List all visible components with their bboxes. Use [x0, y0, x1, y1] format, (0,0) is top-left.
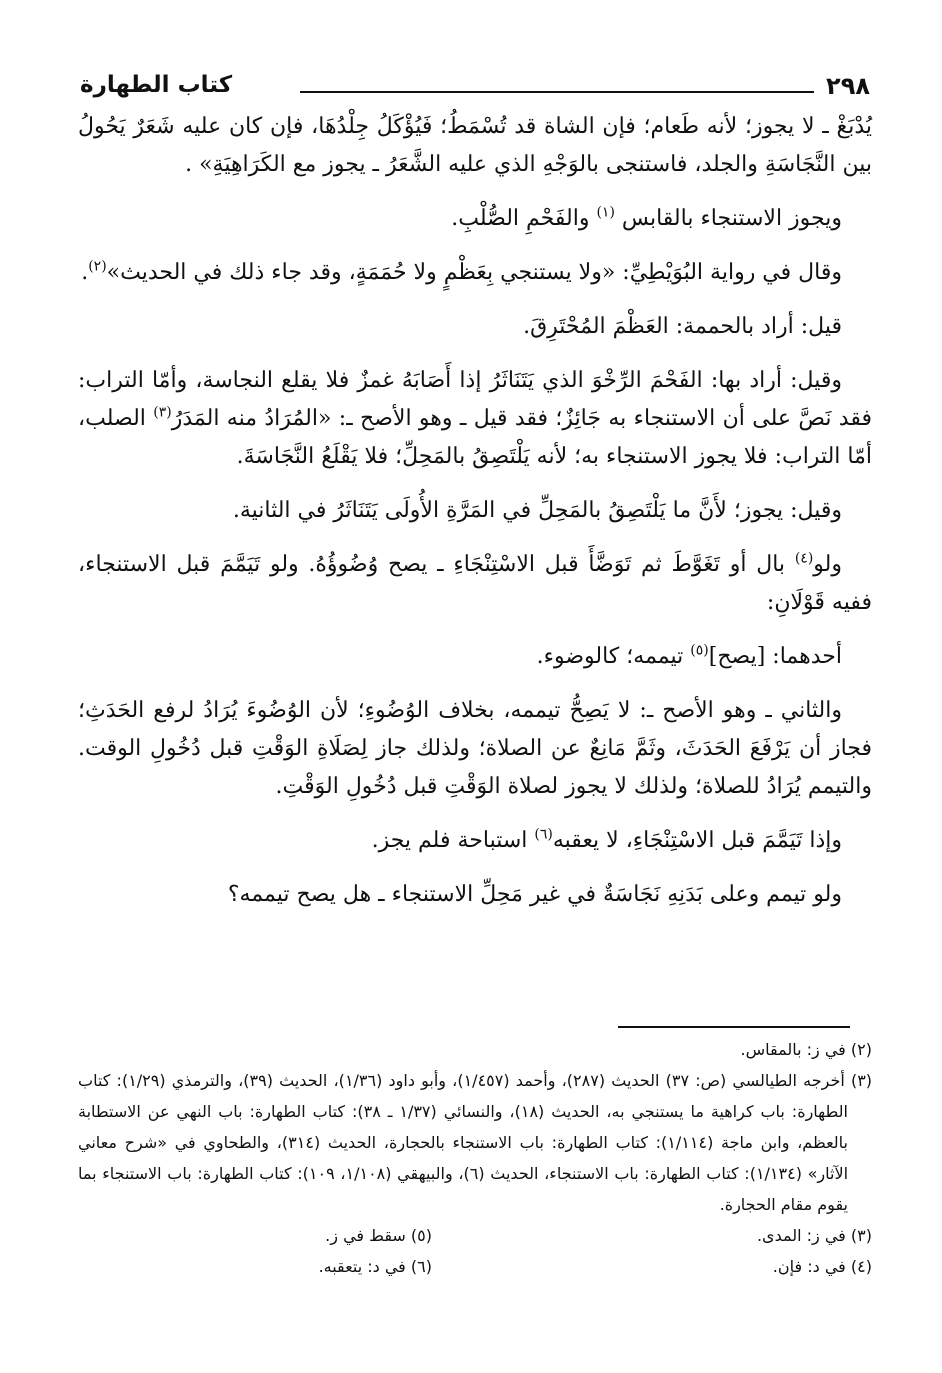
paragraph [78, 362, 872, 476]
footnote-ref[interactable]: (٣) [153, 404, 172, 421]
running-header [80, 70, 870, 106]
footnote-separator [618, 1026, 850, 1028]
paragraph [78, 308, 872, 346]
paragraph-text: . [81, 260, 89, 285]
paragraph-text: الصلب، أمّا التراب: فلا يجوز الاستنجاء به؛ لأنه يَلْتَصِقُ بالمَحِلِّ؛ فلا يَقْلَعُ النَّجَاسَةَ. [78, 406, 872, 469]
paragraph-text: والثاني ـ وهو الأصح ـ: لا يَصِحُّ تيممه، بخلاف الوُضُوءِ؛ لأن الوُضُوءَ يُرَادُ لرفع الحَدَثِ؛ فجاز أن يَرْفَعَ الحَدَثَ، وثَمَّ مَانِعٌ عن الصلاة؛ ولذلك جاز لِصَلَاةِ الوَقْتِ قبل دُخُولِ الوقت. والتيمم يُرَادُ للصلاة؛ ولذلك لا يجوز لصلاة الوَقْتِ قبل دُخُولِ الوَقْتِ. [78, 698, 872, 799]
paragraph-text: استباحة فلم يجز. [371, 828, 528, 853]
paragraph [78, 692, 872, 806]
paragraph [78, 546, 872, 622]
paragraph-text: وقال في رواية البُوَيْطِيِّ: «ولا يستنجي بِعَظْمٍ ولا حُمَمَةٍ، وقد جاء ذلك في الحديث» [106, 260, 842, 285]
paragraph-text: وإذا تَيَمَّمَ قبل الاسْتِنْجَاءِ، لا يعقبه [552, 828, 842, 853]
paragraph-text: ولو [813, 552, 842, 577]
footnote-ref[interactable]: (٤) [794, 550, 814, 567]
page-number: ٢٩٨ [826, 72, 870, 100]
paragraph-text: تيممه؛ كالوضوء. [536, 644, 684, 669]
paragraph [78, 876, 872, 914]
paragraph-text: أحدهما: [يصح] [708, 644, 842, 669]
footnote-ref[interactable]: (٦) [534, 826, 553, 843]
paragraph-text: بال أو تَغَوَّطَ ثم تَوَضَّأَ قبل الاسْتِنْجَاءِ ـ يصح وُضُوؤُهُ. ولو تَيَمَّمَ قبل الاستنجاء، ففيه قَوْلَانِ: [78, 552, 872, 615]
paragraph [78, 492, 872, 530]
footnotes [78, 1034, 872, 1282]
footnote: (٢) في ز: بالمقاس. [740, 1040, 872, 1059]
header-rule [300, 91, 814, 93]
paragraph-text: وقيل: أراد بها: الفَحْمَ الرِّخْوَ الذي يَتَنَاثَرُ إذا أَصَابَهُ غمزٌ فلا يقلع النجاسة، وأمّا التراب: فقد نَصَّ على أن الاستنجاء به جَائِزٌ؛ فقد قيل ـ وهو الأصح ـ: «المُرَادُ منه المَدَرُ [78, 368, 873, 431]
paragraph-text: ويجوز الاستنجاء بالقابس [621, 206, 842, 231]
paragraph-text: يُدْبَغْ ـ لا يجوز؛ لأنه طَعام؛ فإن الشاة قد تُسْمَطُ؛ فَيُؤْكَلُ جِلْدُهَا، فإن كان عليه شَعَرٌ يَحُولُ بين النَّجَاسَةِ والجلد، فاستنجى بالوَجْهِ الذي عليه الشَّعَرُ ـ يجوز مع الكَرَاهِيَةِ» . [78, 114, 872, 177]
paragraph-text: ولو تيمم وعلى بَدَنِهِ نَجَاسَةٌ في غير مَحِلِّ الاستنجاء ـ هل يصح تيممه؟ [227, 882, 842, 907]
main-text [78, 108, 872, 930]
paragraph [78, 200, 872, 238]
footnote-ref[interactable]: (١) [596, 204, 615, 221]
paragraph [78, 254, 872, 292]
footnote: (٦) في د: يتعقبه. [318, 1257, 432, 1276]
footnote-ref[interactable]: (٢) [88, 258, 107, 275]
footnote-row [78, 1251, 872, 1282]
footnote: (٤) في د: فإن. [772, 1257, 872, 1276]
paragraph-text: والفَحْمِ الصُّلْبِ. [451, 206, 590, 231]
footnote: (٥) سقط في ز. [325, 1226, 432, 1245]
paragraph-text: وقيل: يجوز؛ لأَنَّ ما يَلْتَصِقُ بالمَحِلِّ في المَرَّةِ الأُولَى يَتَنَاثَرُ في الثانية. [232, 498, 842, 523]
footnote: (٣) في ز: المدى. [756, 1226, 872, 1245]
footnote-row [78, 1220, 872, 1251]
footnote-ref[interactable]: (٥) [690, 642, 709, 659]
footnote: (٣) أخرجه الطيالسي (ص: ٣٧) الحديث (٢٨٧)، وأحمد (١/٤٥٧)، وأبو داود (١/٣٦)، الحديث (٣٩)، والترمذي (١/٢٩): كتاب الطهارة: باب كراهية ما يستنجي به، الحديث (١٨)، والنسائي (١/٣٧ ـ ٣٨): كتاب الطهارة: باب النهي عن الاستطابة بالعظم، وابن ماجة (١/١١٤): كتاب الطهارة: باب الاستنجاء بالحجارة، الحديث (٣١٤)، والطحاوي في «شرح معاني الآثار» (١/١٣٤): كتاب الطهارة: باب الاستنجاء، الحديث (٦)، والبيهقي (١/١٠٨، ١٠٩): كتاب الطهارة: باب الاستنجاء بما يقوم مقام الحجارة. [78, 1071, 873, 1214]
paragraph-text: قيل: أراد بالحممة: العَظْمَ المُحْتَرِقَ. [523, 314, 842, 339]
paragraph [78, 638, 872, 676]
paragraph [78, 108, 872, 184]
paragraph [78, 822, 872, 860]
book-title: كتاب الطهارة [80, 72, 233, 98]
